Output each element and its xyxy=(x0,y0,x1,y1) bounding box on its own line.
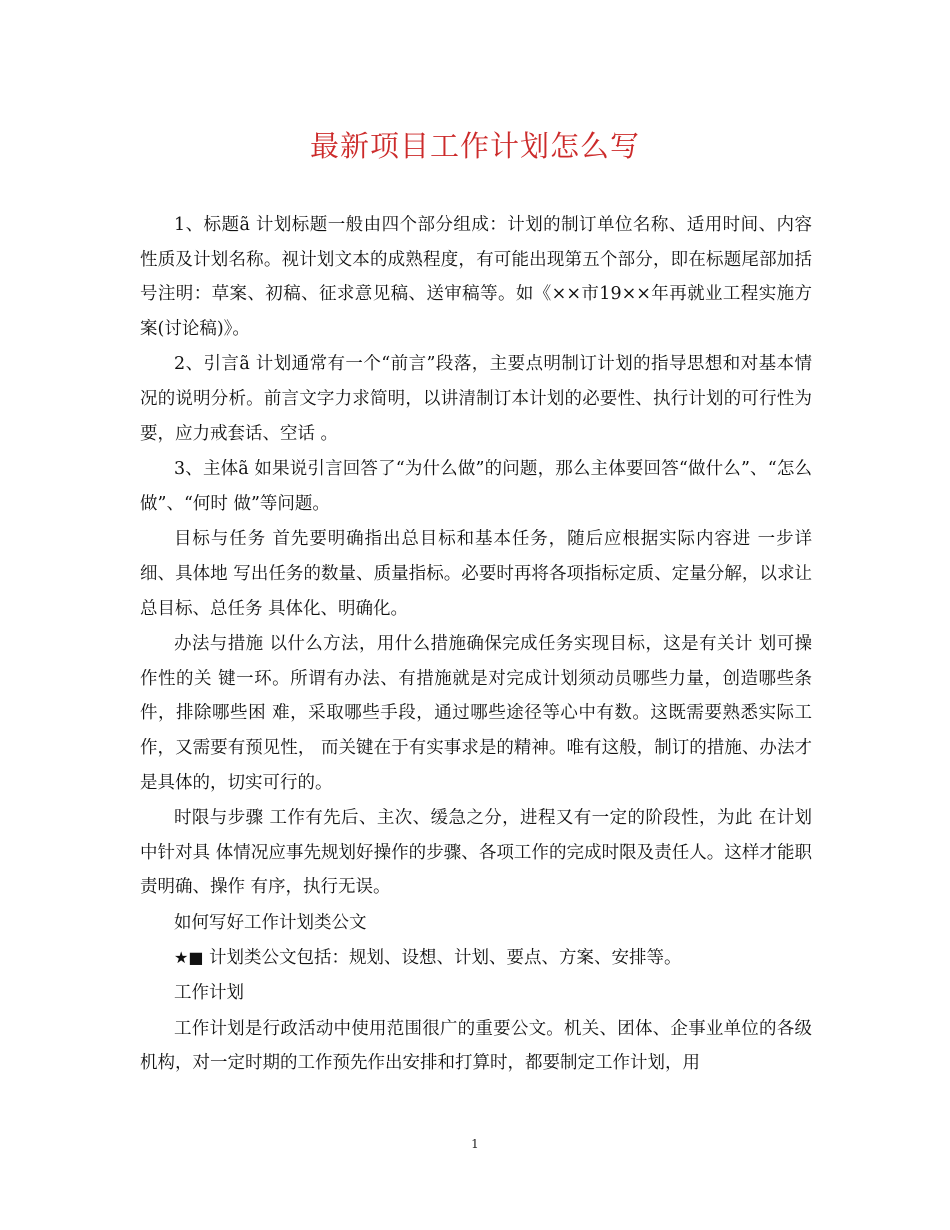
paragraph-methods-measures: 办法与措施 以什么方法，用什么措施确保完成任务实现目标，这是有关计 划可操作性的关 键一环。所谓有办法、有措施就是对完成计划须动员哪些力量，创造哪些条件，排除哪些困 难，采取哪些手段，通过哪些途径等心中有数。这既需要熟悉实际工作，又需要有预见性， 而关键在于有实事求是的精神。唯有这般，制订的措施、办法才是具体的，切实可行的。 xyxy=(140,634,812,793)
page-number: 1 xyxy=(471,1137,479,1151)
paragraph-main-section: 3、主体ã 如果说引言回答了“为什么做”的问题，那么主体要回答“做什么”、“怎么做”、“何时 做”等问题。 xyxy=(140,459,812,514)
paragraph-how-to-write-heading: 如何写好工作计划类公文 xyxy=(174,912,367,933)
star-square-icon: ★■ xyxy=(174,948,204,968)
document-body xyxy=(140,208,812,1082)
paragraph-title-section: 1、标题ã 计划标题一般由四个部分组成：计划的制订单位名称、适用时间、内容性质及计划名称。视计划文本的成熟程度，有可能出现第五个部分，即在标题尾部加括号注明：草案、初稿、征求意见稿、送审稿等。如《××市19××年再就业工程实施方案(讨论稿)》。 xyxy=(140,215,812,339)
plan-document-types-line xyxy=(140,941,812,976)
paragraph-preface-section: 2、引言ã 计划通常有一个“前言”段落，主要点明制订计划的指导思想和对基本情况的说明分析。前言文字力求简明，以讲清制订本计划的必要性、执行计划的可行性为要，应力戒套话、空话 。 xyxy=(140,354,812,444)
document-title: 最新项目工作计划怎么写 xyxy=(309,129,640,163)
plan-document-types-text: 计划类公文包括：规划、设想、计划、要点、方案、安排等。 xyxy=(203,948,682,969)
paragraph-work-plan-intro: 工作计划是行政活动中使用范围很广的重要公文。机关、团体、企事业单位的各级机构，对一定时期的工作预先作出安排和打算时，都要制定工作计划，用 xyxy=(140,1018,812,1074)
paragraph-work-plan-heading: 工作计划 xyxy=(174,983,244,1004)
paragraph-timeline-steps: 时限与步骤 工作有先后、主次、缓急之分，进程又有一定的阶段性，为此 在计划中针对具 体情况应事先规划好操作的步骤、各项工作的完成时限及责任人。这样才能职责明确、操作 有序，执行无误。 xyxy=(140,808,812,898)
paragraph-goals-tasks: 目标与任务 首先要明确指出总目标和基本任务，随后应根据实际内容进 一步详细、具体地 写出任务的数量、质量指标。必要时再将各项指标定质、定量分解，以求让总目标、总任务 具体化、明确化。 xyxy=(140,529,812,619)
